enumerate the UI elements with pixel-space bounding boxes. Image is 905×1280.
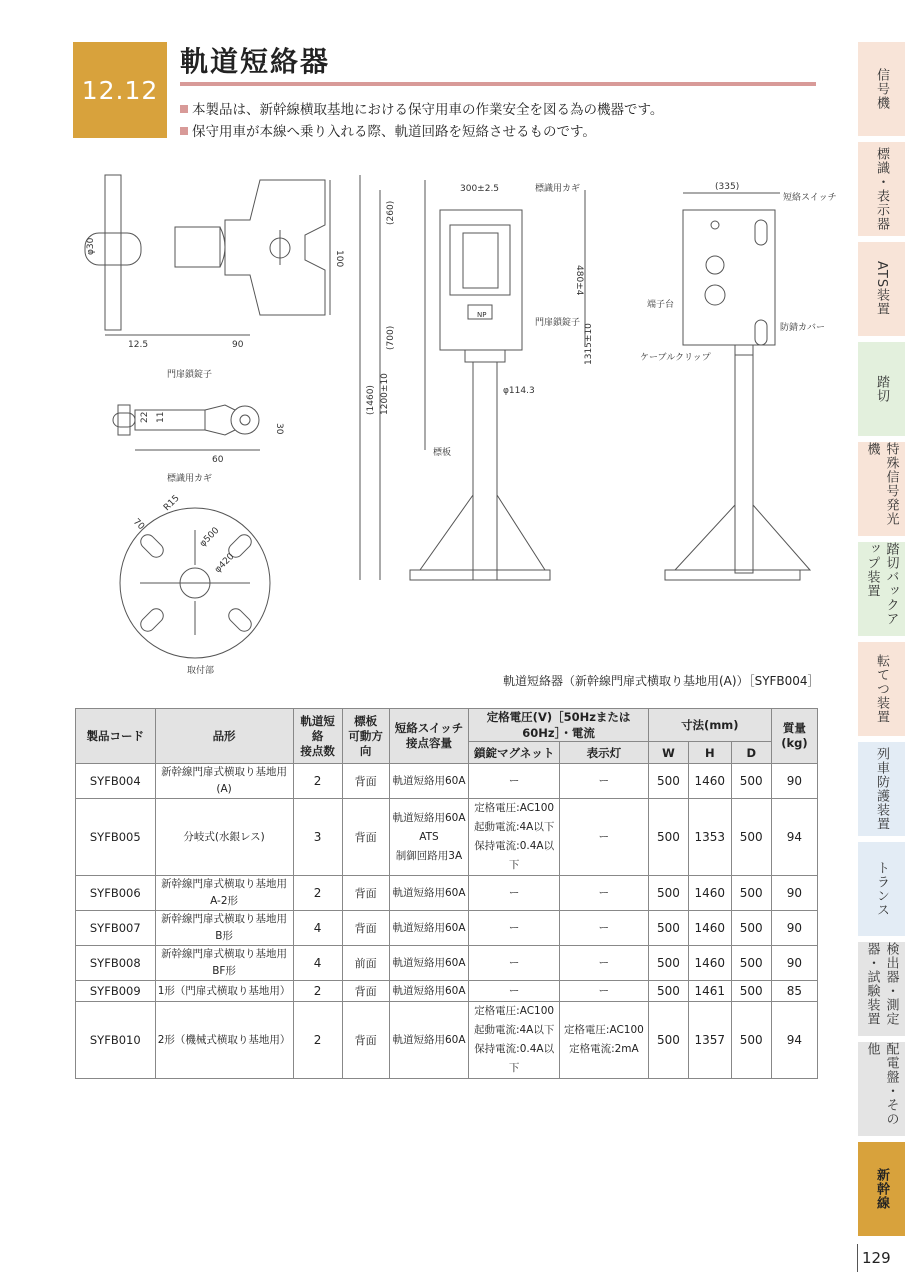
title-rule bbox=[180, 82, 816, 86]
side-tab[interactable]: 信号機 bbox=[858, 42, 905, 136]
intro-text-2: 保守用車が本線へ乗り入れる際、軌道回路を短絡させるものです。 bbox=[192, 124, 596, 140]
cell-switch-line: 軌道短絡用60A bbox=[392, 921, 466, 934]
cell-d: 500 bbox=[731, 1002, 771, 1079]
label-mount: 取付部 bbox=[187, 666, 215, 676]
label-lock-key: 門扉鎖錠子 bbox=[167, 370, 213, 380]
cell-type: 新幹線門扉式横取り基地用BF形 bbox=[155, 946, 293, 981]
cell-magnet bbox=[469, 946, 560, 981]
th-lamp: 表示灯 bbox=[560, 742, 649, 764]
dim-11: 11 bbox=[156, 411, 166, 423]
cell-switch bbox=[389, 764, 469, 799]
cell-w: 500 bbox=[648, 764, 688, 799]
dim-22: 22 bbox=[140, 411, 150, 423]
cell-mass: 85 bbox=[771, 981, 817, 1002]
page-number-rule bbox=[857, 1244, 858, 1272]
th-voltage: 定格電圧(V)［50Hzまたは60Hz］・電流 bbox=[469, 709, 648, 742]
cell-magnet-line: ー bbox=[508, 956, 520, 969]
cell-d: 500 bbox=[731, 764, 771, 799]
side-tab[interactable]: 検出器・測定器・試験装置 bbox=[858, 942, 905, 1036]
cell-switch-line: 軌道短絡用60A bbox=[392, 886, 466, 899]
cell-lamp bbox=[560, 946, 649, 981]
cell-code: SYFB005 bbox=[76, 799, 156, 876]
cell-switch-line: 軌道短絡用60A bbox=[392, 984, 466, 997]
section-number-badge: 12.12 bbox=[73, 42, 167, 138]
intro-bullet-2 bbox=[180, 120, 596, 140]
spec-table-body bbox=[76, 764, 818, 1079]
dim-30b: 30 bbox=[274, 423, 284, 435]
cell-type: 分岐式(水銀レス) bbox=[155, 799, 293, 876]
cell-board: 背面 bbox=[342, 764, 389, 799]
side-tab[interactable]: 列車防護装置 bbox=[858, 742, 905, 836]
cell-points: 2 bbox=[293, 1002, 342, 1079]
th-h: H bbox=[689, 742, 732, 764]
side-tab[interactable]: 踏切 bbox=[858, 342, 905, 436]
side-tab[interactable]: 新幹線 bbox=[858, 1142, 905, 1236]
dim-60: 60 bbox=[212, 455, 224, 465]
cell-switch bbox=[389, 876, 469, 911]
cell-code: SYFB009 bbox=[76, 981, 156, 1002]
cell-magnet-line: 定格電圧:AC100 bbox=[474, 802, 555, 814]
dim-d420: φ420 bbox=[213, 551, 237, 576]
table-row bbox=[76, 799, 818, 876]
cell-magnet-line: ー bbox=[508, 774, 520, 787]
intro-bullet-1 bbox=[180, 98, 663, 118]
cell-board: 背面 bbox=[342, 799, 389, 876]
cell-magnet bbox=[469, 1002, 560, 1079]
dim-12-5: 12.5 bbox=[128, 340, 149, 350]
th-magnet: 鎖錠マグネット bbox=[469, 742, 560, 764]
dim-100: 100 bbox=[334, 250, 344, 268]
cell-mass: 90 bbox=[771, 876, 817, 911]
cell-w: 500 bbox=[648, 1002, 688, 1079]
cell-lamp bbox=[560, 764, 649, 799]
cell-points: 3 bbox=[293, 799, 342, 876]
cell-switch-line: 軌道短絡用60A bbox=[392, 774, 466, 787]
cell-code: SYFB010 bbox=[76, 1002, 156, 1079]
table-row bbox=[76, 911, 818, 946]
side-tab[interactable]: 転てつ装置 bbox=[858, 642, 905, 736]
cell-lamp-line: ー bbox=[598, 921, 610, 934]
dim-d30: φ30 bbox=[86, 237, 96, 255]
cell-switch bbox=[389, 946, 469, 981]
th-size: 寸法(mm) bbox=[648, 709, 771, 742]
cell-d: 500 bbox=[731, 981, 771, 1002]
cell-h: 1357 bbox=[689, 1002, 732, 1079]
cell-points: 4 bbox=[293, 946, 342, 981]
cell-h: 1460 bbox=[689, 911, 732, 946]
cell-magnet-line: 保持電流:0.4A以下 bbox=[474, 1043, 555, 1074]
dim-d114: φ114.3 bbox=[503, 386, 535, 396]
cell-lamp-line: ー bbox=[598, 984, 610, 997]
table-row bbox=[76, 946, 818, 981]
cell-switch bbox=[389, 981, 469, 1002]
cell-code: SYFB008 bbox=[76, 946, 156, 981]
cell-type: 新幹線門扉式横取り基地用B形 bbox=[155, 911, 293, 946]
cell-w: 500 bbox=[648, 946, 688, 981]
th-w: W bbox=[648, 742, 688, 764]
dim-d500: φ500 bbox=[198, 525, 222, 550]
label-cover: 防錆カバー bbox=[780, 323, 826, 333]
cell-points: 2 bbox=[293, 876, 342, 911]
dim-w335: (335) bbox=[715, 182, 740, 192]
th-switch: 短絡スイッチ 接点容量 bbox=[389, 709, 469, 764]
cell-switch-line: 軌道短絡用60A bbox=[392, 1033, 466, 1046]
cell-board: 背面 bbox=[342, 1002, 389, 1079]
technical-drawing bbox=[75, 165, 837, 690]
cell-switch-line: 軌道短絡用60A bbox=[392, 811, 466, 824]
cell-magnet-line: 起動電流:4A以下 bbox=[473, 1024, 555, 1036]
cell-lamp bbox=[560, 799, 649, 876]
cell-switch-line: 制御回路用3A bbox=[395, 849, 463, 862]
cell-lamp bbox=[560, 876, 649, 911]
cell-lamp-line: 定格電流:2mA bbox=[569, 1043, 639, 1055]
cell-board: 前面 bbox=[342, 946, 389, 981]
cell-h: 1461 bbox=[689, 981, 732, 1002]
cell-h: 1460 bbox=[689, 946, 732, 981]
cell-mass: 90 bbox=[771, 764, 817, 799]
dim-h1200: 1200±10 bbox=[380, 373, 390, 415]
side-tab[interactable]: 踏切バックアップ装置 bbox=[858, 542, 905, 636]
cell-board: 背面 bbox=[342, 981, 389, 1002]
cell-magnet bbox=[469, 764, 560, 799]
cell-lamp bbox=[560, 1002, 649, 1079]
cell-w: 500 bbox=[648, 876, 688, 911]
cell-magnet-line: ー bbox=[508, 984, 520, 997]
spec-table bbox=[75, 708, 818, 1079]
cell-mass: 94 bbox=[771, 1002, 817, 1079]
cell-magnet bbox=[469, 981, 560, 1002]
table-row bbox=[76, 764, 818, 799]
cell-w: 500 bbox=[648, 981, 688, 1002]
cell-h: 1353 bbox=[689, 799, 732, 876]
cell-magnet-line: 起動電流:4A以下 bbox=[473, 821, 555, 833]
cell-type: 1形（門扉式横取り基地用） bbox=[155, 981, 293, 1002]
side-tab[interactable]: 特殊信号発光機 bbox=[858, 442, 905, 536]
label-lock-key2: 門扉鎖錠子 bbox=[535, 318, 581, 328]
label-np: NP bbox=[477, 311, 487, 319]
label-cable-clip: ケーブルクリップ bbox=[640, 353, 711, 363]
cell-type: 新幹線門扉式横取り基地用A-2形 bbox=[155, 876, 293, 911]
cell-mass: 90 bbox=[771, 911, 817, 946]
label-marker-key: 標識用カギ bbox=[167, 474, 213, 484]
th-mass: 質量 (kg) bbox=[771, 709, 817, 764]
bullet-square-icon bbox=[180, 127, 188, 135]
side-tab[interactable]: 標識・表示器 bbox=[858, 142, 905, 236]
drawing-caption: 軌道短絡器（新幹線門扉式横取り基地用(A)）［SYFB004］ bbox=[503, 674, 820, 688]
cell-board: 背面 bbox=[342, 876, 389, 911]
cell-board: 背面 bbox=[342, 911, 389, 946]
side-tab[interactable]: 配電盤・その他 bbox=[858, 1042, 905, 1136]
cell-points: 2 bbox=[293, 981, 342, 1002]
dim-90: 90 bbox=[232, 340, 244, 350]
cell-type: 2形（機械式横取り基地用） bbox=[155, 1002, 293, 1079]
cell-magnet bbox=[469, 799, 560, 876]
label-terminal-block: 端子台 bbox=[647, 300, 675, 310]
cell-lamp bbox=[560, 981, 649, 1002]
cell-switch bbox=[389, 799, 469, 876]
cell-h: 1460 bbox=[689, 764, 732, 799]
intro-text-1: 本製品は、新幹線横取基地における保守用車の作業安全を図る為の機器です。 bbox=[192, 102, 664, 118]
cell-switch-line: ATS bbox=[419, 830, 439, 843]
th-d: D bbox=[731, 742, 771, 764]
cell-d: 500 bbox=[731, 911, 771, 946]
side-tab[interactable]: ATS装置 bbox=[858, 242, 905, 336]
dim-h480: 480±4 bbox=[574, 265, 584, 296]
dim-r15: R15 bbox=[162, 493, 182, 514]
cell-code: SYFB004 bbox=[76, 764, 156, 799]
cell-magnet-line: ー bbox=[508, 886, 520, 899]
cell-lamp-line: 定格電圧:AC100 bbox=[563, 1024, 644, 1036]
dim-h700: (700) bbox=[386, 325, 396, 350]
cell-type: 新幹線門扉式横取り基地用(A) bbox=[155, 764, 293, 799]
cell-points: 4 bbox=[293, 911, 342, 946]
side-tab[interactable]: トランス bbox=[858, 842, 905, 936]
table-row bbox=[76, 876, 818, 911]
cell-magnet bbox=[469, 876, 560, 911]
cell-magnet-line: 定格電圧:AC100 bbox=[474, 1005, 555, 1017]
cell-mass: 90 bbox=[771, 946, 817, 981]
cell-h: 1460 bbox=[689, 876, 732, 911]
dim-70: 70 bbox=[130, 517, 147, 533]
page-number: 129 bbox=[862, 1249, 891, 1267]
cell-w: 500 bbox=[648, 799, 688, 876]
cell-lamp bbox=[560, 911, 649, 946]
cell-d: 500 bbox=[731, 946, 771, 981]
cell-d: 500 bbox=[731, 799, 771, 876]
cell-lamp-line: ー bbox=[598, 956, 610, 969]
label-sign-plate: 標板 bbox=[433, 448, 452, 458]
th-type: 品形 bbox=[155, 709, 293, 764]
cell-switch-line: 軌道短絡用60A bbox=[392, 956, 466, 969]
dim-h1315: 1315±10 bbox=[584, 323, 594, 365]
page-title: 軌道短絡器 bbox=[180, 45, 331, 78]
cell-switch bbox=[389, 911, 469, 946]
dim-w300: 300±2.5 bbox=[460, 184, 500, 194]
label-marker-key2: 標識用カギ bbox=[535, 184, 581, 194]
dim-h1460: (1460) bbox=[366, 385, 376, 415]
cell-code: SYFB006 bbox=[76, 876, 156, 911]
cell-code: SYFB007 bbox=[76, 911, 156, 946]
dim-h260: (260) bbox=[386, 200, 396, 225]
cell-points: 2 bbox=[293, 764, 342, 799]
cell-w: 500 bbox=[648, 911, 688, 946]
table-row bbox=[76, 981, 818, 1002]
th-points: 軌道短絡 接点数 bbox=[293, 709, 342, 764]
th-code: 製品コード bbox=[76, 709, 156, 764]
th-board: 標板 可動方向 bbox=[342, 709, 389, 764]
cell-lamp-line: ー bbox=[598, 830, 610, 843]
cell-switch bbox=[389, 1002, 469, 1079]
cell-magnet-line: ー bbox=[508, 921, 520, 934]
cell-magnet-line: 保持電流:0.4A以下 bbox=[474, 840, 555, 871]
label-short-switch: 短絡スイッチ bbox=[783, 193, 837, 203]
cell-mass: 94 bbox=[771, 799, 817, 876]
cell-lamp-line: ー bbox=[598, 774, 610, 787]
cell-d: 500 bbox=[731, 876, 771, 911]
cell-lamp-line: ー bbox=[598, 886, 610, 899]
cell-magnet bbox=[469, 911, 560, 946]
table-row bbox=[76, 1002, 818, 1079]
bullet-square-icon bbox=[180, 105, 188, 113]
